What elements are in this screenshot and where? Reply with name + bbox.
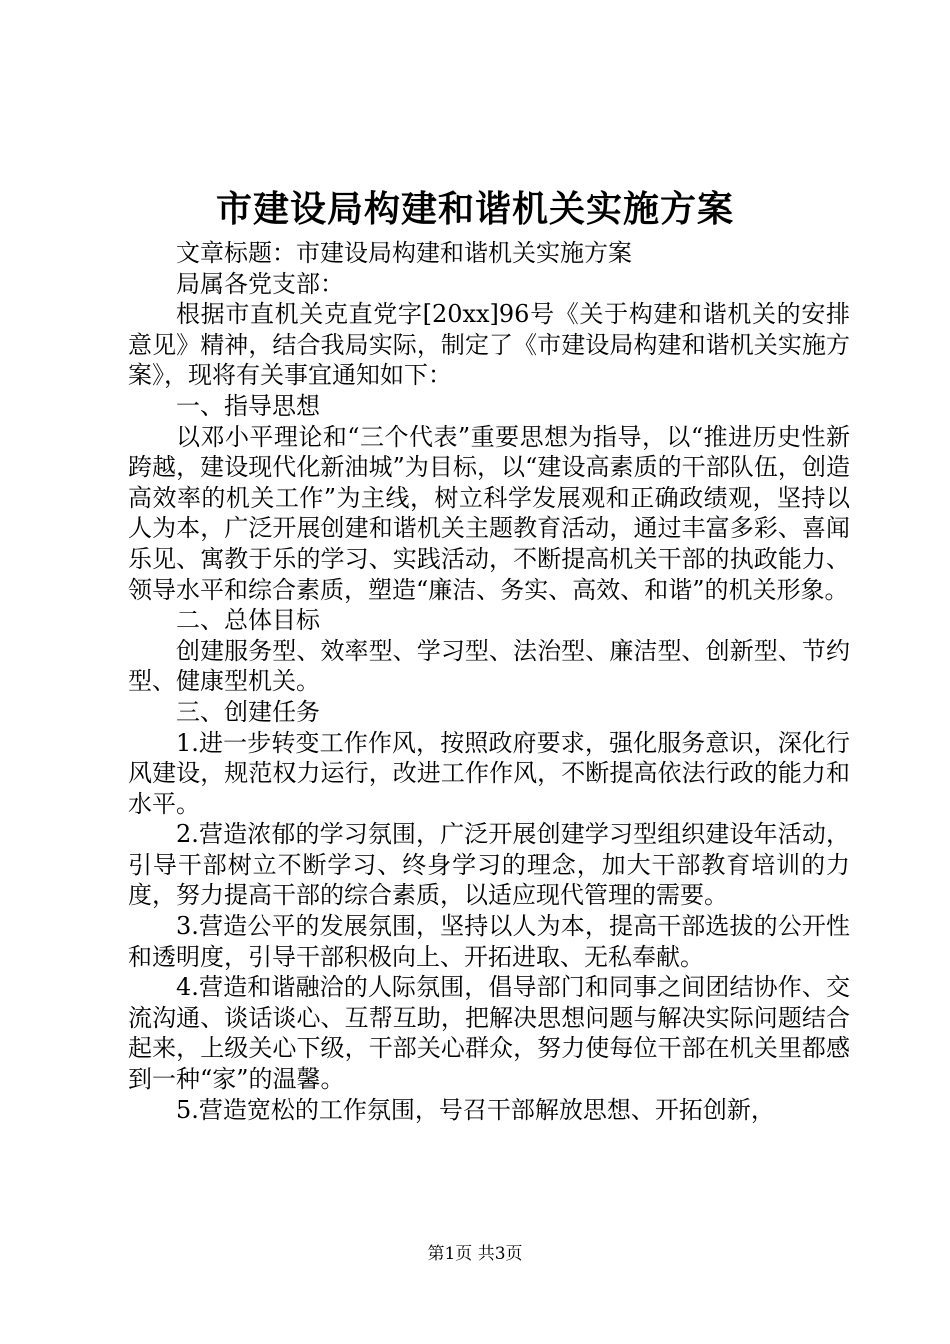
guiding-ideology-paragraph: 以邓小平理论和“三个代表”重要思想为指导，以“推进历史性新跨越，建设现代化新油城”为目标，以“建设高素质的干部队伍，创造高效率的机关工作”为主线，树立科学发展观和正确政绩观，坚持以人为本，广泛开展创建和谐机关主题教育活动，通过丰富多彩、喜闻乐见、寓教于乐的学习、实践活动，不断提高机关干部的执政能力、领导水平和综合素质，塑造“廉洁、务实、高效、和谐”的机关形象。: [128, 422, 850, 604]
task-item: 3.营造公平的发展氛围，坚持以人为本，提高干部选拔的公开性和透明度，引导干部积极向上、开拓进取、无私奉献。: [128, 912, 850, 971]
task-item: 1.进一步转变工作作风，按照政府要求，强化服务意识，深化行风建设，规范权力运行，改进工作作风，不断提高依法行政的能力和水平。: [128, 728, 850, 818]
overall-goal-paragraph: 创建服务型、效率型、学习型、法治型、廉洁型、创新型、节约型、健康型机关。: [128, 636, 850, 696]
page-footer: 第1页 共3页: [427, 1244, 523, 1264]
document-title: 市建设局构建和谐机关实施方案: [215, 188, 734, 230]
task-item: 4.营造和谐融洽的人际氛围，倡导部门和同事之间团结协作、交流沟通、谈话谈心、互帮互助，把解决思想问题与解决实际问题结合起来，上级关心下级，干部关心群众，努力使每位干部在机关里都感到一种“家”的温馨。: [128, 973, 850, 1094]
section-heading-overall-goal: 二、总体目标: [176, 606, 320, 635]
section-heading-guiding-ideology: 一、指导思想: [176, 391, 320, 420]
salutation: 局属各党支部：: [176, 269, 344, 298]
document-body: [128, 238, 850, 1125]
article-title-line: 文章标题：市建设局构建和谐机关实施方案: [176, 239, 632, 267]
section-heading-tasks: 三、创建任务: [176, 697, 320, 726]
task-item: 5.营造宽松的工作氛围，号召干部解放思想、开拓创新，: [176, 1095, 775, 1124]
task-item: 2.营造浓郁的学习氛围，广泛开展创建学习型组织建设年活动，引导干部树立不断学习、终身学习的理念，加大干部教育培训的力度，努力提高干部的综合素质，以适应现代管理的需要。: [128, 820, 850, 910]
intro-paragraph: 根据市直机关克直党字[20xx]96号《关于构建和谐机关的安排意见》精神，结合我局实际，制定了《市建设局构建和谐机关实施方案》，现将有关事宜通知如下：: [128, 300, 850, 390]
